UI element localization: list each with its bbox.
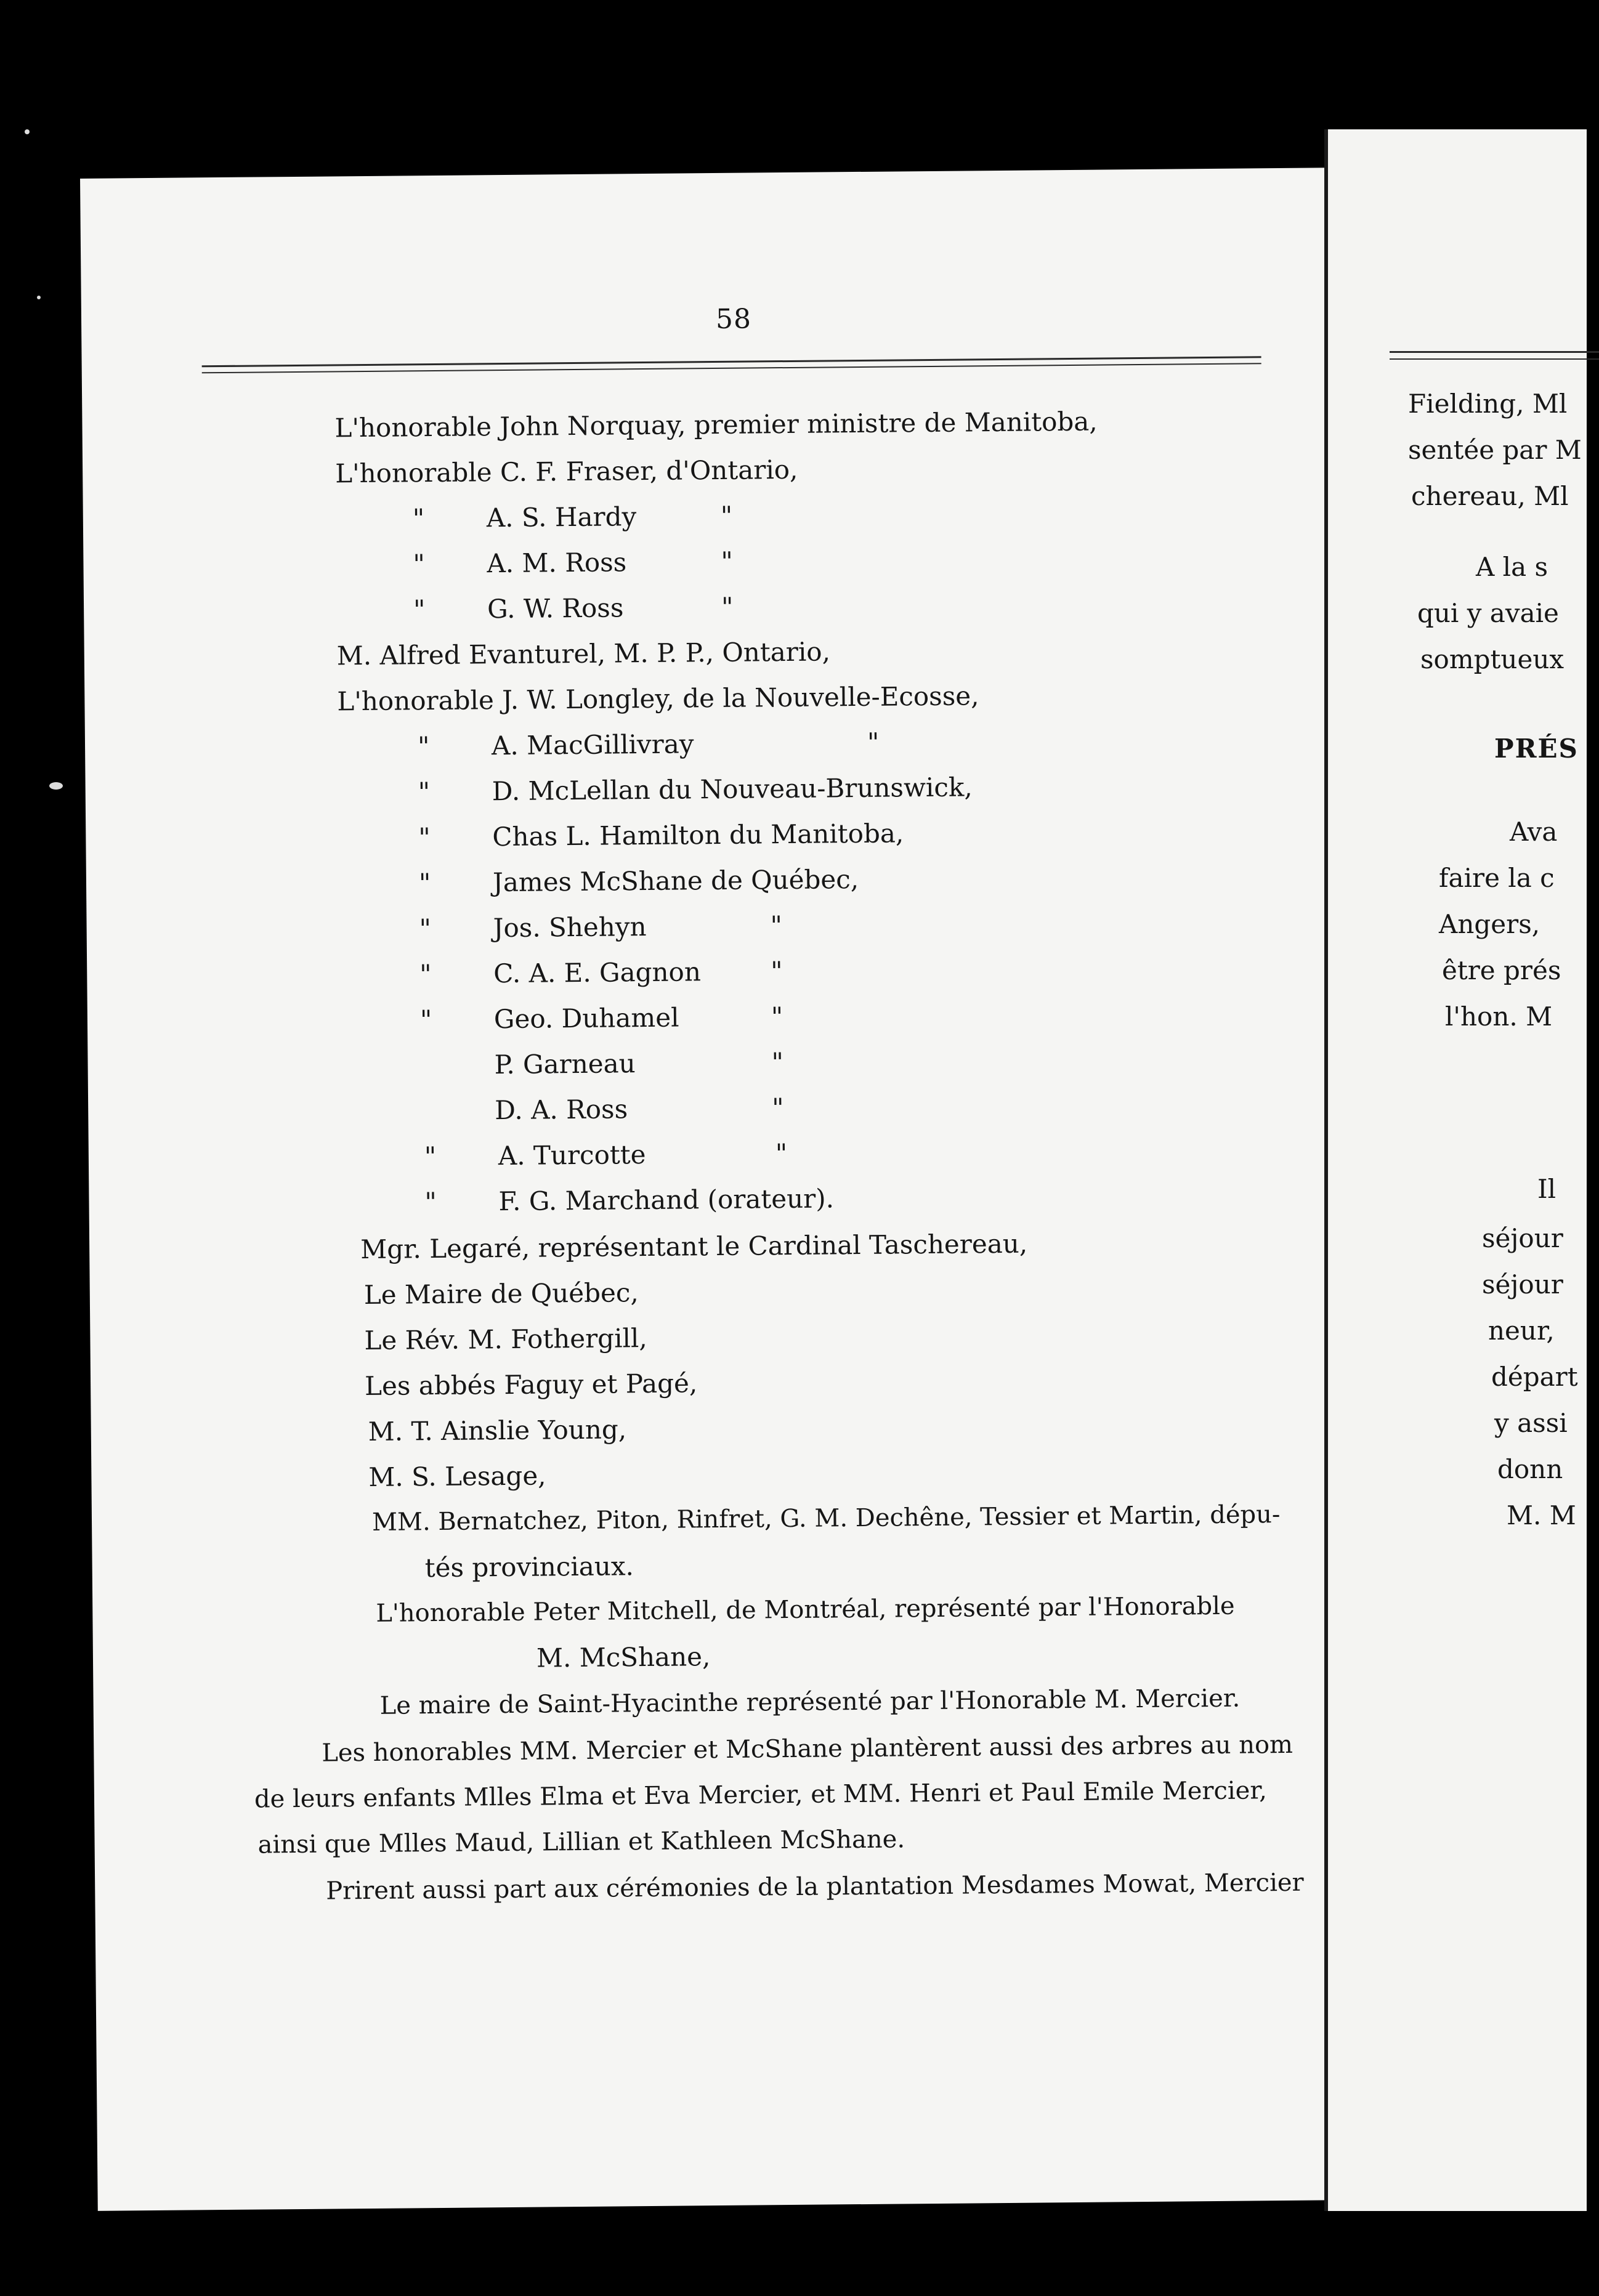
list-name: Alfred Evanturel, M. P. P., Ontario, — [379, 636, 831, 671]
page-number: 58 — [715, 303, 752, 336]
list-item — [418, 772, 973, 807]
attendee-line: L'honorable Peter Mitchell, de Montréal, représenté par l'Honorable — [376, 1591, 1235, 1628]
list-name: Geo. Duhamel — [493, 1002, 679, 1035]
ditto-mark: " — [419, 1004, 432, 1035]
attendee-line: tés provinciaux. — [424, 1551, 634, 1583]
fragment-line: départ — [1491, 1362, 1578, 1392]
attendee-line: Le maire de Saint-Hyacinthe représenté par l'Honorable M. Mercier. — [379, 1684, 1241, 1720]
list-name: Jos. Shehyn — [493, 912, 647, 944]
attendee-line: MM. Bernatchez, Piton, Rinfret, G. M. Dechêne, Tessier et Martin, dépu- — [371, 1500, 1281, 1537]
list-item — [424, 1138, 788, 1172]
list-name: A. Turcotte — [498, 1139, 646, 1171]
ditto-mark: " — [720, 500, 733, 531]
list-name: C. F. Fraser, d'Ontario, — [500, 454, 798, 488]
ditto-mark: " — [418, 777, 431, 807]
list-name: C. A. E. Gagnon — [493, 956, 702, 989]
ditto-mark: " — [867, 727, 880, 758]
list-item — [419, 910, 783, 944]
list-item — [334, 454, 798, 489]
fragment-line: séjour — [1482, 1223, 1563, 1253]
list-item — [413, 546, 734, 580]
ditto-mark: " — [418, 822, 431, 853]
ditto-mark: " — [413, 549, 426, 580]
list-prefix: L'honorable — [334, 411, 492, 443]
fragment-line: y assi — [1494, 1408, 1568, 1438]
fragment-line: chereau, Ml — [1411, 481, 1569, 511]
attendee-line: Les abbés Faguy et Pagé, — [364, 1368, 698, 1402]
list-item — [419, 956, 783, 990]
list-item — [417, 727, 880, 762]
list-item — [413, 591, 734, 625]
list-item — [424, 1183, 835, 1218]
fragment-line: sentée par M — [1408, 435, 1582, 465]
list-name: Chas L. Hamilton du Manitoba, — [492, 818, 904, 852]
list-item — [336, 636, 831, 671]
list-name: D. McLellan du Nouveau-Brunswick, — [492, 772, 973, 807]
fragment-line: Ava — [1510, 817, 1558, 847]
header-rule-thin — [1390, 358, 1599, 360]
speck — [49, 782, 63, 790]
attendee-line: M. S. Lesage, — [368, 1460, 546, 1492]
list-item — [337, 681, 979, 717]
paragraph-line: Les honorables MM. Mercier et McShane plantèrent aussi des arbres au nom — [322, 1730, 1293, 1768]
ditto-mark: " — [417, 731, 430, 762]
section-heading: PRÉS — [1494, 734, 1579, 764]
ditto-mark: " — [771, 1001, 783, 1032]
list-name: P. Garneau — [494, 1048, 636, 1080]
fragment-line: séjour — [1482, 1269, 1563, 1300]
attendee-line: M. T. Ainslie Young, — [368, 1414, 627, 1447]
fragment-line: être prés — [1442, 955, 1561, 985]
fragment-line: A la s — [1476, 552, 1548, 582]
fragment-line: faire la c — [1439, 863, 1555, 893]
header-rule — [202, 356, 1261, 367]
ditto-mark: " — [775, 1138, 788, 1169]
attendee-line: Mgr. Legaré, représentant le Cardinal Taschereau, — [360, 1228, 1028, 1265]
fragment-line: l'hon. M — [1445, 1001, 1553, 1032]
list-prefix: L'honorable — [337, 685, 495, 717]
ditto-mark: " — [721, 591, 734, 622]
fragment-line: Il — [1537, 1174, 1556, 1204]
fragment-line: qui y avaie — [1417, 598, 1559, 628]
fragment-line: Angers, — [1439, 909, 1540, 939]
ditto-mark: " — [424, 1141, 437, 1172]
paragraph-line: de leurs enfants Mlles Elma et Eva Mercier, et MM. Henri et Paul Emile Mercier, — [254, 1776, 1268, 1814]
list-name: A. MacGillivray — [491, 729, 694, 761]
left-page — [80, 168, 1354, 2211]
list-name: James McShane de Québec, — [492, 864, 859, 898]
list-prefix: M. — [336, 640, 372, 671]
fragment-line: neur, — [1488, 1316, 1555, 1346]
attendee-line: Le Rév. M. Fothergill, — [364, 1323, 647, 1356]
ditto-mark: " — [419, 913, 432, 944]
ditto-mark: " — [419, 959, 432, 990]
list-item — [418, 818, 904, 853]
ditto-mark: " — [721, 546, 734, 576]
ditto-mark: " — [770, 910, 783, 941]
list-name: A. S. Hardy — [486, 501, 637, 533]
paragraph-line: Prirent aussi part aux cérémonies de la plantation Mesdames Mowat, Mercier — [326, 1868, 1304, 1906]
ditto-mark: " — [418, 868, 431, 899]
list-name: John Norquay, premier ministre de Manitoba, — [500, 406, 1098, 442]
list-name: F. G. Marchand (orateur). — [498, 1183, 835, 1217]
attendee-line: M. McShane, — [536, 1641, 711, 1673]
right-page — [1324, 129, 1587, 2211]
speck — [25, 129, 30, 134]
fragment-line: M. M — [1507, 1500, 1576, 1530]
list-item — [418, 864, 859, 899]
list-item — [412, 500, 733, 534]
fragment-line: Fielding, Ml — [1408, 389, 1568, 419]
paragraph-line: ainsi que Mlles Maud, Lillian et Kathleen McShane. — [257, 1825, 905, 1859]
fragment-line: donn — [1497, 1454, 1563, 1484]
list-name: J. W. Longley, de la Nouvelle-Ecosse, — [501, 681, 979, 716]
ditto-mark: " — [771, 956, 783, 987]
list-item — [419, 1001, 783, 1035]
fragment-line: somptueux — [1420, 644, 1565, 674]
list-name: G. W. Ross — [487, 592, 624, 625]
header-rule — [1390, 351, 1599, 353]
ditto-mark: " — [424, 1187, 437, 1218]
list-name: D. A. Ross — [495, 1094, 628, 1126]
ditto-mark: " — [412, 503, 425, 534]
ditto-mark: " — [771, 1093, 784, 1123]
ditto-mark: " — [413, 594, 426, 625]
ditto-mark: " — [771, 1047, 784, 1078]
list-prefix: L'honorable — [334, 457, 492, 489]
list-name: A. M. Ross — [487, 547, 627, 579]
speck — [37, 296, 41, 299]
list-item — [334, 406, 1098, 443]
attendee-line: Le Maire de Québec, — [363, 1277, 639, 1311]
